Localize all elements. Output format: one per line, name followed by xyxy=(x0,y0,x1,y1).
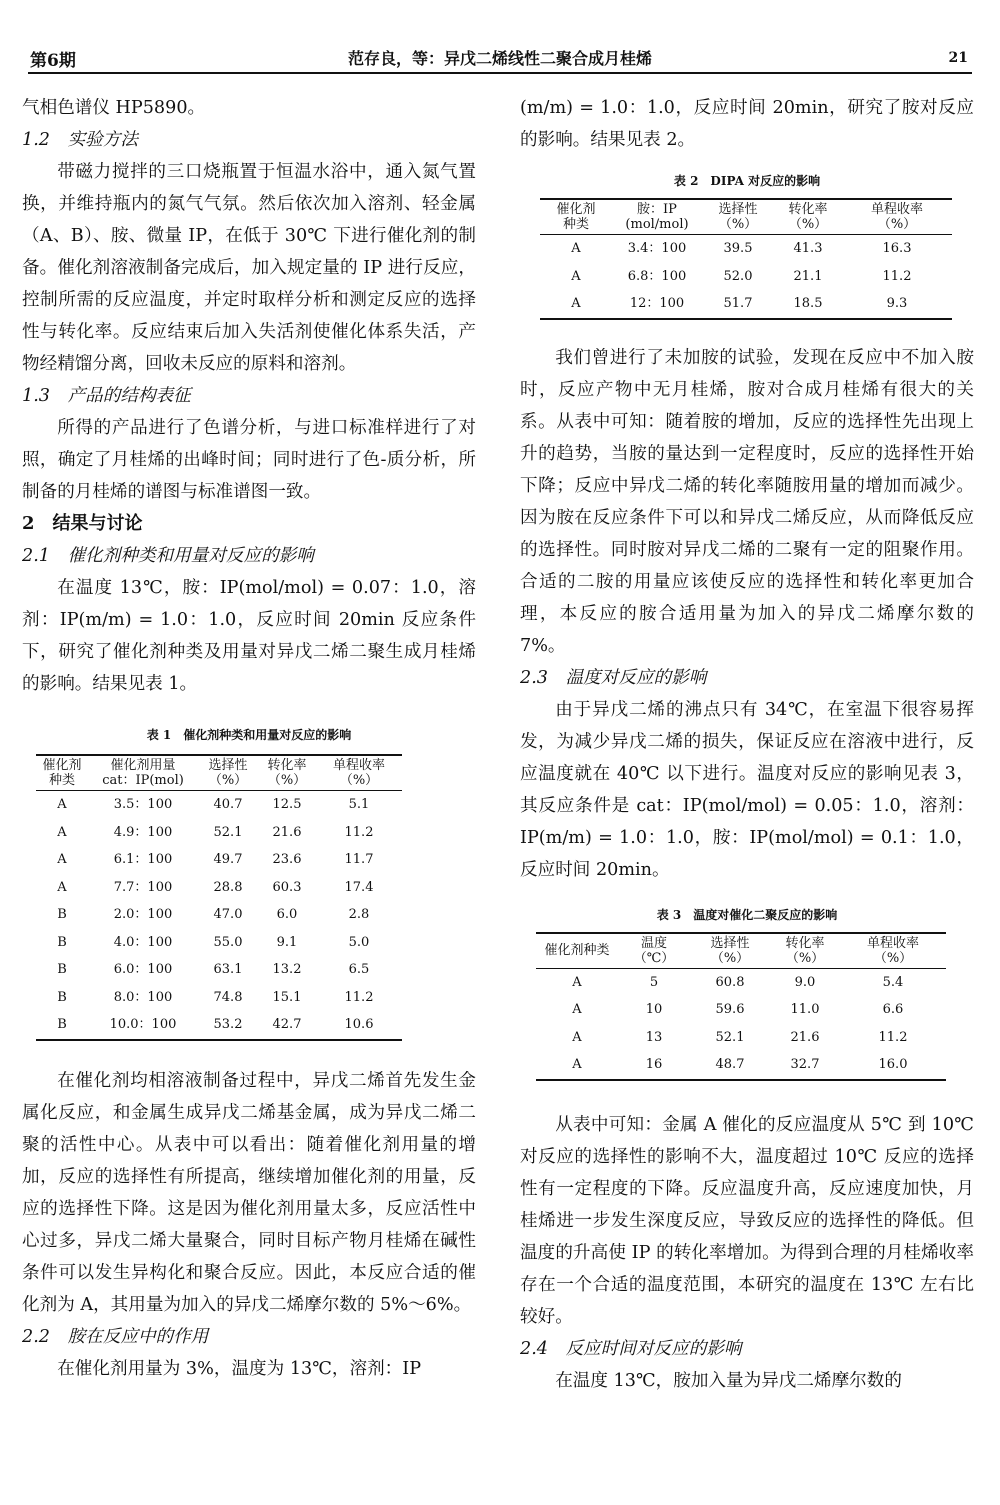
table3 xyxy=(536,932,946,1081)
table-cell: 4.0：100 xyxy=(113,934,173,950)
table-cell: 16.0 xyxy=(840,1051,946,1080)
column-header xyxy=(612,199,702,235)
left-column xyxy=(22,92,476,1385)
table-cell: A xyxy=(536,1051,618,1080)
table-row xyxy=(536,1024,946,1052)
column-header xyxy=(258,755,316,791)
table-cell: B xyxy=(57,934,67,950)
table-row xyxy=(536,968,946,996)
paragraph-continued: (m/m) = 1.0：1.0，反应时间 20min，研究了胺对反应的影响。结果见表 2。 xyxy=(520,98,974,150)
table-cell: 5.0 xyxy=(348,934,370,950)
table-row xyxy=(536,1051,946,1080)
table-cell: A xyxy=(540,290,612,319)
table-cell: 4.9：100 xyxy=(113,824,173,840)
table-cell: 47.0 xyxy=(213,907,243,923)
section-1-3-heading: 1.3 产品的结构表征 xyxy=(22,386,191,406)
table-cell: 52.1 xyxy=(715,1029,745,1045)
column-header-line: 选择性 xyxy=(208,758,248,773)
table-cell: 13.2 xyxy=(272,962,302,978)
table-cell: 6.6 xyxy=(882,1002,904,1018)
table-cell: 7.7：100 xyxy=(113,879,173,895)
column-header-line: 转化率 xyxy=(267,758,307,773)
table-cell: 42.7 xyxy=(258,1011,316,1040)
table-row xyxy=(36,1011,402,1040)
table-cell: A xyxy=(57,852,67,868)
table-cell: 2.0：100 xyxy=(113,907,173,923)
column-header xyxy=(840,933,946,969)
table-cell: A xyxy=(571,241,581,257)
table-row xyxy=(536,996,946,1024)
column-header-line: 单程收率 xyxy=(332,758,385,773)
column-header-line: （%） xyxy=(873,950,913,966)
table-cell: B xyxy=(57,989,67,1005)
column-header xyxy=(88,755,198,791)
table-cell: A xyxy=(572,1002,582,1018)
table-cell: 16.3 xyxy=(882,241,912,257)
table-cell: 6.5 xyxy=(348,962,370,978)
table-cell: 39.5 xyxy=(723,241,753,257)
column-header-line: （%） xyxy=(788,217,828,232)
table-row xyxy=(540,235,952,263)
column-header-line: （%） xyxy=(877,217,917,232)
table1 xyxy=(36,754,402,1041)
section-1-2-heading: 1.2 实验方法 xyxy=(22,130,138,150)
column-header-line: 催化剂 xyxy=(42,758,82,773)
table-cell: 52.1 xyxy=(213,824,243,840)
column-header xyxy=(690,933,770,969)
column-header-line: （%） xyxy=(718,217,758,232)
table-cell: 5 xyxy=(649,974,659,990)
paragraph-2-3: 由于异戊二烯的沸点只有 34℃，在室温下很容易挥发，为减少异戊二烯的损失，保证反应在溶液中进行，反应温度就在 40℃ 以下进行。温度对反应的影响见表 3，其反应条件是 cat：IP(mol/mol) = 0.05：1.0，溶剂：IP(m/m) = 1.0：1.0，胺：IP(mol/mol) = 0.1：1.0，反应时间 20min。 xyxy=(520,699,974,880)
table-cell: 18.5 xyxy=(774,290,842,319)
section-2-2-heading: 2.2 胺在反应中的作用 xyxy=(22,1326,209,1347)
table-row xyxy=(540,263,952,291)
table-cell: B xyxy=(36,1011,88,1040)
table-cell: 5.4 xyxy=(882,974,904,990)
table-cell: 23.6 xyxy=(272,852,302,868)
column-header xyxy=(536,933,618,969)
table3-caption: 表 3 温度对催化二聚反应的影响 xyxy=(656,907,838,922)
table-cell: 11.7 xyxy=(344,852,374,868)
column-header-line: 转化率 xyxy=(785,935,825,951)
table-cell: 60.3 xyxy=(272,879,302,895)
paragraph-after-table3: 从表中可知：金属 A 催化的反应温度从 5℃ 到 10℃ 对反应的选择性的影响不大，温度超过 10℃ 反应的选择性有一定程度的下降。反应温度升高，反应速度加快，月桂烯进一步发生深度反应，导致反应的选择性的降低。但温度的升高使 IP 的转化率增加。为得到合理的月桂烯收率存在一个合适的温度范围，本研究的温度在 13℃ 左右比较好。 xyxy=(520,1114,974,1327)
table-cell: 9.1 xyxy=(276,934,298,950)
column-header-line: 单程收率 xyxy=(866,935,919,951)
table-row xyxy=(36,819,402,847)
table-header-row xyxy=(536,933,946,969)
column-header-line: 胺：IP xyxy=(637,202,677,217)
table-cell: 15.1 xyxy=(272,989,302,1005)
column-header-line: 催化剂种类 xyxy=(544,943,610,958)
column-header xyxy=(618,933,690,969)
table-cell: 52.0 xyxy=(723,268,753,284)
table2 xyxy=(540,198,952,320)
paragraph-instrument: 气相色谱仪 HP5890。 xyxy=(22,98,206,118)
table-cell: 13 xyxy=(645,1029,663,1045)
table-cell: 11.2 xyxy=(878,1029,908,1045)
table-cell: 6.1：100 xyxy=(113,852,173,868)
table-cell: 3.5：100 xyxy=(113,797,173,813)
table-cell: 11.2 xyxy=(344,824,374,840)
paragraph-after-table1: 在催化剂均相溶液制备过程中，异戊二烯首先发生金属化反应，和金属生成异戊二烯基金属，成为异戊二烯二聚的活性中心。从表中可以看出：随着催化剂用量的增加，反应的选择性有所提高，继续增加催化剂的用量，反应的选择性下降。这是因为催化剂用量太多，反应活性中心过多，异戊二烯大量聚合，同时目标产物月桂烯在碱性条件可以发生异构化和聚合反应。因此，本反应合适的催化剂为 A，其用量为加入的异戊二烯摩尔数的 5%～6%。 xyxy=(22,1070,476,1315)
table-row xyxy=(36,929,402,957)
table-cell: 21.1 xyxy=(793,268,823,284)
table-cell: 74.8 xyxy=(213,989,243,1005)
table-cell: 6.0：100 xyxy=(113,962,173,978)
table-cell: 48.7 xyxy=(690,1051,770,1080)
table-cell: 41.3 xyxy=(793,241,823,257)
table-row xyxy=(36,846,402,874)
table-cell: 59.6 xyxy=(715,1002,745,1018)
table-cell: 5.1 xyxy=(348,797,370,813)
table-row xyxy=(36,791,402,819)
table-row xyxy=(36,984,402,1012)
paragraph-method: 带磁力搅拌的三口烧瓶置于恒温水浴中，通入氮气置换，并维持瓶内的氮气气氛。然后依次加入溶剂、轻金属（A、B）、胺、微量 IP，在低于 30℃ 下进行催化剂的制备。催化剂溶液制备完成后，加入规定量的 IP 进行反应，控制所需的反应温度，并定时取样分析和测定反应的选择性与转化率。反应结束后加入失活剂使催化体系失活，产物经精馏分离，回收未反应的原料和溶剂。 xyxy=(22,162,476,374)
table-cell: 60.8 xyxy=(715,974,745,990)
table-cell: 28.8 xyxy=(213,879,243,895)
column-header-line: （℃） xyxy=(633,950,675,966)
table-cell: 55.0 xyxy=(213,934,243,950)
paragraph-2-1: 在温度 13℃，胺：IP(mol/mol) = 0.07：1.0，溶剂：IP(m/m) = 1.0：1.0，反应时间 20min 反应条件下，研究了催化剂种类及用量对异戊二烯二聚生成月桂烯的影响。结果见表 1。 xyxy=(22,578,476,694)
column-header-line: cat：IP(mol) xyxy=(102,773,184,788)
table-row xyxy=(540,290,952,319)
table-cell: 10 xyxy=(645,1002,663,1018)
table-cell: 9.3 xyxy=(842,290,952,319)
running-header xyxy=(28,44,972,74)
column-header xyxy=(540,199,612,235)
table-cell: A xyxy=(57,824,67,840)
column-header xyxy=(702,199,774,235)
table-cell: A xyxy=(57,879,67,895)
section-2-1-heading: 2.1 催化剂种类和用量对反应的影响 xyxy=(22,546,314,566)
column-header xyxy=(198,755,258,791)
right-column xyxy=(520,92,974,1397)
column-header xyxy=(316,755,402,791)
table-cell: 49.7 xyxy=(213,852,243,868)
column-header-line: 选择性 xyxy=(710,935,750,951)
issue-number: 第6期 xyxy=(30,51,76,71)
table-cell: 32.7 xyxy=(770,1051,840,1080)
table-header-row xyxy=(540,199,952,235)
table-cell: 10.6 xyxy=(316,1011,402,1040)
running-title: 范存良，等：异戊二烯线性二聚合成月桂烯 xyxy=(347,49,652,68)
column-header xyxy=(36,755,88,791)
table-cell: 2.8 xyxy=(348,907,370,923)
table-cell: 11.2 xyxy=(344,989,374,1005)
section-2-3-heading: 2.3 温度对反应的影响 xyxy=(520,667,707,688)
table-row xyxy=(36,874,402,902)
table-cell: 16 xyxy=(618,1051,690,1080)
table-cell: 6.0 xyxy=(276,907,298,923)
section-2-heading: 2 结果与讨论 xyxy=(22,513,143,534)
column-header-line: 温度 xyxy=(640,935,667,951)
column-header-line: 转化率 xyxy=(788,202,828,217)
table-cell: 40.7 xyxy=(213,797,243,813)
table-cell: 11.0 xyxy=(790,1002,820,1018)
column-header xyxy=(842,199,952,235)
table-cell: 9.0 xyxy=(794,974,816,990)
column-header-line: 选择性 xyxy=(718,202,758,217)
column-header-line: （%） xyxy=(785,950,825,966)
table-header-row xyxy=(36,755,402,791)
column-header xyxy=(774,199,842,235)
table-cell: 17.4 xyxy=(344,879,374,895)
column-header-line: (mol/mol) xyxy=(625,217,689,232)
table-cell: 21.6 xyxy=(790,1029,820,1045)
paragraph-after-table2: 我们曾进行了未加胺的试验，发现在反应中不加入胺时，反应产物中无月桂烯，胺对合成月桂烯有很大的关系。从表中可知：随着胺的增加，反应的选择性先出现上升的趋势，当胺的量达到一定程度时，反应的选择性开始下降；反应中异戊二烯的转化率随胺用量的增加而减少。因为胺在反应条件下可以和异戊二烯反应，从而降低反应的选择性。同时胺对异戊二烯的二聚有一定的阻聚作用。合适的二胺的用量应该使反应的选择性和转化率更加合理，本反应的胺合适用量为加入的异戊二烯摩尔数的 7%。 xyxy=(520,347,974,656)
column-header xyxy=(770,933,840,969)
column-header-line: （%） xyxy=(267,773,307,788)
column-header-line: 催化剂用量 xyxy=(110,758,176,773)
table-cell: A xyxy=(571,268,581,284)
column-header-line: 催化剂 xyxy=(556,202,596,217)
table-cell: 53.2 xyxy=(198,1011,258,1040)
table-cell: 12.5 xyxy=(272,797,302,813)
table-cell: A xyxy=(572,1029,582,1045)
column-header-line: （%） xyxy=(710,950,750,966)
table-cell: 51.7 xyxy=(702,290,774,319)
table-cell: B xyxy=(57,962,67,978)
table-cell: 63.1 xyxy=(213,962,243,978)
table-row xyxy=(36,901,402,929)
column-header-line: 种类 xyxy=(562,217,589,232)
column-header-line: （%） xyxy=(208,773,248,788)
table-cell: 10.0：100 xyxy=(88,1011,198,1040)
column-header-line: （%） xyxy=(339,773,379,788)
page-number: 21 xyxy=(948,50,968,66)
paragraph-structure: 所得的产品进行了色谱分析，与进口标准样进行了对照，确定了月桂烯的出峰时间；同时进行了色-质分析，所制备的月桂烯的谱图与标准谱图一致。 xyxy=(22,418,476,502)
table-cell: 11.2 xyxy=(882,268,912,284)
table-cell: A xyxy=(57,797,67,813)
table2-caption: 表 2 DIPA 对反应的影响 xyxy=(673,174,821,188)
table-cell: 3.4：100 xyxy=(627,241,687,257)
table-cell: 8.0：100 xyxy=(113,989,173,1005)
table-cell: 12：100 xyxy=(612,290,702,319)
column-header-line: 种类 xyxy=(48,773,75,788)
table-cell: 6.8：100 xyxy=(627,268,687,284)
section-2-4-heading: 2.4 反应时间对反应的影响 xyxy=(520,1338,742,1359)
table-cell: A xyxy=(572,974,582,990)
table1-caption: 表 1 催化剂种类和用量对反应的影响 xyxy=(146,728,352,742)
table-cell: 21.6 xyxy=(272,824,302,840)
table-cell: B xyxy=(57,907,67,923)
paragraph-2-4: 在温度 13℃，胺加入量为异戊二烯摩尔数的 xyxy=(555,1370,902,1391)
table-row xyxy=(36,956,402,984)
column-header-line: 单程收率 xyxy=(870,202,923,217)
paragraph-2-2: 在催化剂用量为 3%，温度为 13℃，溶剂：IP xyxy=(57,1358,422,1379)
